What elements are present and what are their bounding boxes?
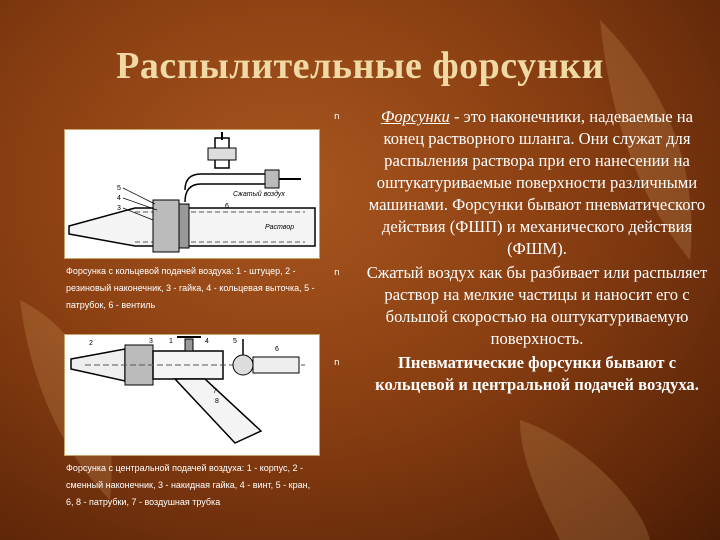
slide-title: Распылительные форсунки xyxy=(116,45,604,87)
figure-central-air-nozzle xyxy=(64,334,320,456)
svg-text:6: 6 xyxy=(275,346,279,353)
bullet-list xyxy=(334,106,714,396)
svg-text:4: 4 xyxy=(205,338,209,345)
bullet-item xyxy=(334,262,714,350)
svg-text:2: 2 xyxy=(89,340,93,347)
svg-text:4: 4 xyxy=(117,195,121,202)
figure-2-caption: Форсунка с центральной подачей воздуха: 1 - корпус, 2 - сменный наконечник, 3 - накидная гайка, 4 - винт, 5 - кран, 6, 8 - патрубки, 7 - воздушная трубка xyxy=(66,463,311,507)
air-label: Сжатый воздух xyxy=(233,191,285,198)
svg-text:3: 3 xyxy=(117,205,121,212)
mortar-label: Раствор xyxy=(265,224,295,231)
svg-text:6: 6 xyxy=(225,203,229,210)
figure-ring-air-nozzle xyxy=(64,129,320,259)
svg-text:3: 3 xyxy=(149,338,153,345)
svg-text:8: 8 xyxy=(215,398,219,405)
bullet-text: Пневматические форсунки бывают с кольцевой и центральной подачей воздуха. xyxy=(375,353,699,394)
svg-text:7: 7 xyxy=(213,388,217,395)
bullet-text: - это наконечники, надеваемые на конец растворного шланга. Они служат для распыления раствора при его нанесении на оштукатуриваемые поверхности различными машинами. Форсунки бывают пневматического действия (ФШП) и механического действия (ФШМ). xyxy=(368,107,706,258)
bullet-marker: n xyxy=(334,112,340,122)
bullet-text: Сжатый воздух как бы разбивает или распыляет раствор на мелкие частицы и наносит его с большой скоростью на оштукатуриваемую поверхность. xyxy=(366,263,708,348)
svg-text:5: 5 xyxy=(233,338,237,345)
figure-1-caption: Форсунка с кольцевой подачей воздуха: 1 - штуцер, 2 - резиновый наконечник, 3 - гайка, 4 - кольцевая выточка, 5 - патрубок, 6 - вентиль xyxy=(66,266,315,310)
svg-text:5: 5 xyxy=(117,185,121,192)
bullet-marker: n xyxy=(334,358,340,368)
bullet-item xyxy=(334,352,714,396)
bullet-term: Форсунки xyxy=(380,107,450,126)
svg-text:1: 1 xyxy=(169,338,173,345)
bullet-marker: n xyxy=(334,268,340,278)
bullet-item xyxy=(334,106,714,260)
